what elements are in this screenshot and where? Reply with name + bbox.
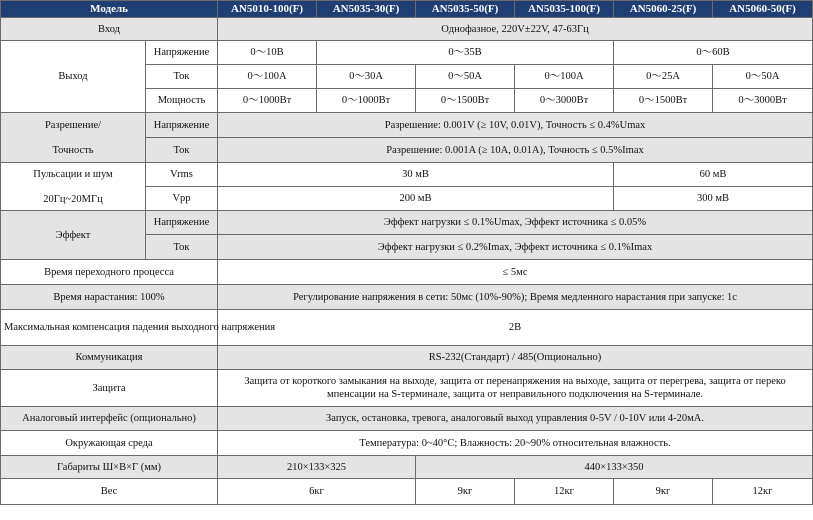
ripple-vrms-row <box>1 163 813 187</box>
model-name: AN5060-25(F) <box>614 1 713 18</box>
output-power-value: 0～1000Вт <box>218 89 317 113</box>
dimensions-label: Габариты Ш×В×Г (мм) <box>1 456 218 479</box>
resolution-label-line2: Точность <box>52 144 94 156</box>
effect-voltage-label: Напряжение <box>146 211 218 235</box>
compensation-label: Максимальная компенсация падения выходного напряжения <box>1 310 218 346</box>
protection-value <box>218 370 813 407</box>
output-power-value: 0～1000Вт <box>317 89 416 113</box>
dimensions-row <box>1 456 813 479</box>
effect-current-value: Эффект нагрузки ≤ 0.2%Imax, Эффект источника ≤ 0.1%Imax <box>218 235 813 260</box>
transient-value: ≤ 5мс <box>218 260 813 285</box>
resolution-current-value: Разрешение: 0.001A (≥ 10A, 0.01A), Точность ≤ 0.5%Imax <box>218 138 813 163</box>
input-value: Однофазное, 220V±22V, 47-63Гц <box>218 18 813 41</box>
output-voltage-value: 0～10В <box>218 41 317 65</box>
ripple-label-line1: Пульсации и шум <box>33 168 113 180</box>
weight-value: 9кг <box>416 479 515 505</box>
ripple-vrms-value: 30 мВ <box>218 163 614 187</box>
model-name: AN5060-50(F) <box>713 1 813 18</box>
output-current-value: 0～100A <box>515 65 614 89</box>
output-current-value: 0～30A <box>317 65 416 89</box>
output-current-value: 0～50A <box>713 65 813 89</box>
output-voltage-value: 0～60В <box>614 41 813 65</box>
rise-value: Регулирование напряжения в сети: 50мс (10%-90%); Время медленного нарастания при запуске: 1с <box>218 285 813 310</box>
output-power-value: 0～1500Вт <box>614 89 713 113</box>
weight-label: Вес <box>1 479 218 505</box>
output-label: Выход <box>1 41 146 113</box>
output-power-value: 0～1500Вт <box>416 89 515 113</box>
resolution-current-label: Ток <box>146 138 218 163</box>
ripple-vpp-label: Vpp <box>146 187 218 211</box>
rise-label: Время нарастания: 100% <box>1 285 218 310</box>
effect-current-label: Ток <box>146 235 218 260</box>
ripple-vrms-label: Vrms <box>146 163 218 187</box>
effect-label: Эффект <box>1 211 146 260</box>
model-name: AN5035-50(F) <box>416 1 515 18</box>
output-current-value: 0～25A <box>614 65 713 89</box>
input-label: Вход <box>1 18 218 41</box>
protection-line1: Защита от короткого замыкания на выходе, защита от перенапряжения на выходе, защита от перегрева, защита от переко <box>244 376 786 387</box>
communication-row <box>1 346 813 370</box>
weight-value: 9кг <box>614 479 713 505</box>
protection-line2: мпенсации на S-терминале, защита от неправильного подключения на S-терминале. <box>327 389 703 400</box>
dimensions-value: 440×133×350 <box>416 456 813 479</box>
output-power-value: 0～3000Вт <box>515 89 614 113</box>
ripple-vpp-value: 200 мВ <box>218 187 614 211</box>
ripple-label <box>1 163 146 211</box>
output-power-value: 0～3000Вт <box>713 89 813 113</box>
transient-row <box>1 260 813 285</box>
output-voltage-row <box>1 41 813 65</box>
weight-value: 12кг <box>515 479 614 505</box>
effect-voltage-row <box>1 211 813 235</box>
output-voltage-label: Напряжение <box>146 41 218 65</box>
model-header: Модель <box>1 1 218 18</box>
output-current-label: Ток <box>146 65 218 89</box>
header-row <box>1 1 813 18</box>
protection-label: Защита <box>1 370 218 407</box>
analog-value: Запуск, остановка, тревога, аналоговый выход управления 0-5V / 0-10V или 4-20мА. <box>218 407 813 431</box>
ripple-vrms-value: 60 мВ <box>614 163 813 187</box>
input-row <box>1 18 813 41</box>
protection-row <box>1 370 813 407</box>
weight-value: 6кг <box>218 479 416 505</box>
environment-value: Температура: 0~40°C; Влажность: 20~90% относительная влажность. <box>218 431 813 456</box>
resolution-voltage-label: Напряжение <box>146 113 218 138</box>
model-name: AN5035-100(F) <box>515 1 614 18</box>
ripple-vpp-value: 300 мВ <box>614 187 813 211</box>
effect-voltage-value: Эффект нагрузки ≤ 0.1%Umax, Эффект источника ≤ 0.05% <box>218 211 813 235</box>
resolution-label <box>1 113 146 163</box>
model-name: AN5035-30(F) <box>317 1 416 18</box>
resolution-voltage-row <box>1 113 813 138</box>
compensation-row <box>1 310 813 346</box>
analog-row <box>1 407 813 431</box>
weight-value: 12кг <box>713 479 813 505</box>
resolution-label-line1: Разрешение/ <box>44 119 102 131</box>
environment-label: Окружающая среда <box>1 431 218 456</box>
dimensions-value: 210×133×325 <box>218 456 416 479</box>
analog-label: Аналоговый интерфейс (опционально) <box>1 407 218 431</box>
output-voltage-value: 0～35В <box>317 41 614 65</box>
rise-row <box>1 285 813 310</box>
output-power-label: Мощность <box>146 89 218 113</box>
communication-label: Коммуникация <box>1 346 218 370</box>
output-current-value: 0～100A <box>218 65 317 89</box>
weight-row <box>1 479 813 505</box>
model-name: AN5010-100(F) <box>218 1 317 18</box>
ripple-label-line2: 20Гц~20МГц <box>43 193 103 205</box>
compensation-value: 2В <box>218 310 813 346</box>
environment-row <box>1 431 813 456</box>
output-current-value: 0～50A <box>416 65 515 89</box>
communication-value: RS-232(Стандарт) / 485(Опционально) <box>218 346 813 370</box>
resolution-voltage-value: Разрешение: 0.001V (≥ 10V, 0.01V), Точность ≤ 0.4%Umax <box>218 113 813 138</box>
transient-label: Время переходного процесса <box>1 260 218 285</box>
